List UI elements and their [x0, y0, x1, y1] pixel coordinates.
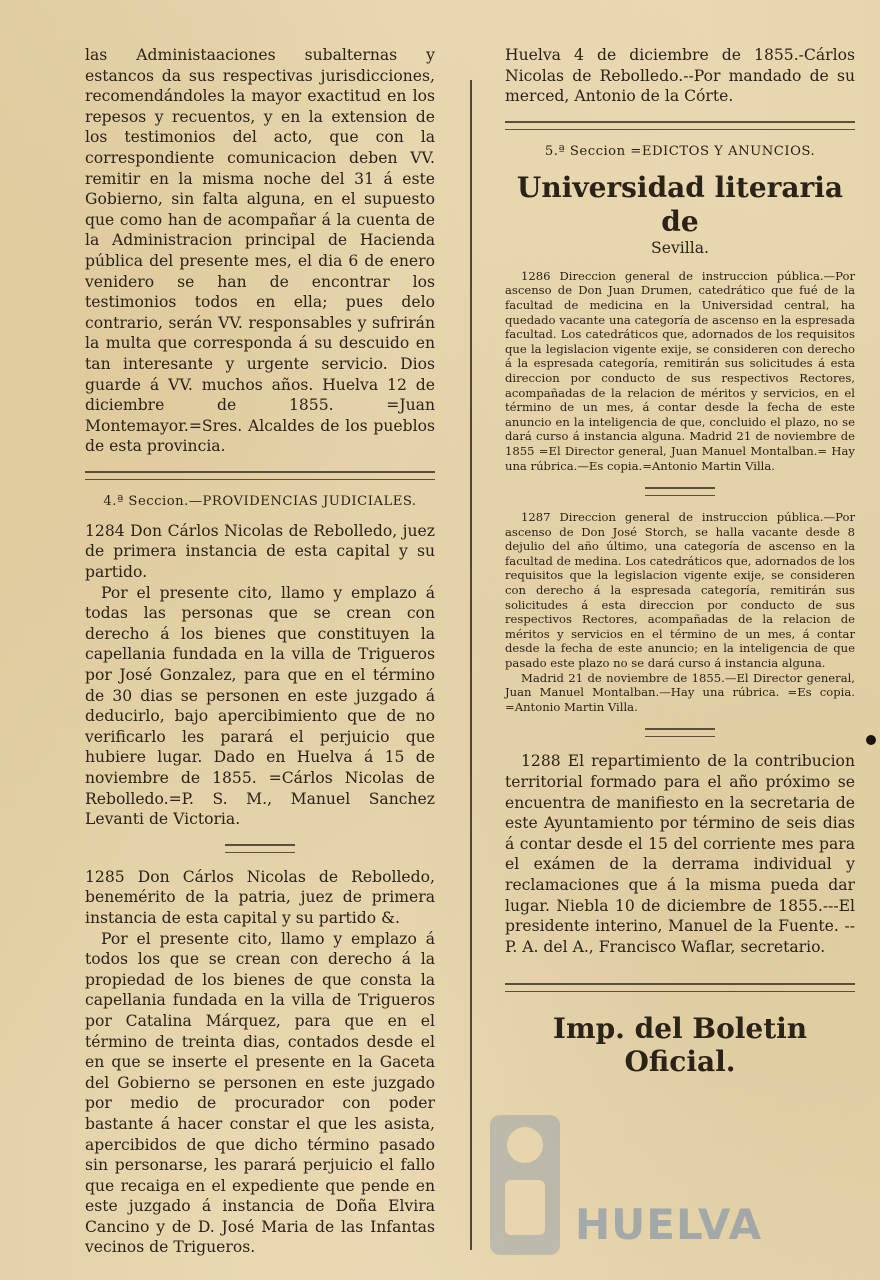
notice-1287-signature: Madrid 21 de noviembre de 1855.—El Director general, Juan Manuel Montalban.—Hay una rúbrica. =Es copia. =Antonio Martin Villa. [505, 670, 855, 714]
notice-1285-body: Por el presente cito, llamo y emplazo á todos los que se crean con derecho á la propiedad de los bienes de que consta la capellania fundada en la villa de Trigueros por Catalina Márquez, para que en el término de treinta dias, contados desde el en que se inserte el presente en la Gaceta del Gobierno se personen en este juzgado por medio de procurador con poder bastante á hacer constar el que les asista, apercibidos de que dicho término pasado sin personarse, les parará perjuicio el fallo que recaiga en el expediente que pende en este juzgado á instancia de Doña Elvira Cancino y de D. José Maria de las Infantas vecinos de Trigueros. [85, 929, 435, 1257]
imprint-line: Imp. del Boletin Oficial. [552, 1012, 808, 1079]
notice-1285-heading: 1285 Don Cárlos Nicolas de Rebolledo, benemérito de la patria, juez de primera instancia de esta capital y su partido &. [85, 867, 435, 927]
notice-1288: 1288 El repartimiento de la contribucion territorial formado para el año próximo se encuentra de manifiesto en la secretaria de este Ayuntamiento por término de seis dias á contar desde el 15 del corriente mes para el exámen de la derrama individual y reclamaciones que á la misma pueda dar lugar. Niebla 10 de diciembre de 1855.---El presidente interino, Manuel de la Fuente. --P. A. del A., Francisco Waflar, secretario. [505, 752, 855, 956]
ornament-short [645, 728, 715, 737]
university-subtitle: Sevilla. [651, 238, 709, 257]
watermark-text: HUELVA [575, 1200, 763, 1249]
notice-1284-body: Por el presente cito, llamo y emplazo á todas las personas que se crean con derecho á los bienes que constituyen la capellania fundada en la villa de Trigueros por José Gonzalez, para que en el término de 30 dias se personen en este juzgado á deducirlo, bajo apercibimiento que de no verificarlo les parará el perjuicio que hubiere lugar. Dado en Huelva á 15 de noviembre de 1855. =Cárlos Nicolas de Rebolledo.=P. S. M., Manuel Sanchez Levanti de Victoria. [85, 583, 435, 829]
ornament-short [645, 487, 715, 496]
ornament-rule [505, 983, 855, 992]
section-4-heading: 4.ª Seccion.—PROVIDENCIAS JUDICIALES. [103, 493, 417, 509]
ornament-short [225, 844, 295, 853]
right-top-block: Huelva 4 de diciembre de 1855.-Cárlos Nicolas de Rebolledo.--Por mandado de su merced, Antonio de la Córte. [505, 46, 855, 106]
ornament-rule [505, 121, 855, 130]
left-top-block: las Administaaciones subalternas y estancos da sus respectivas jurisdicciones, recomendándoles la mayor exactitud en los repesos y recuentos, y en la extension de los testimonios del acto, que con la correspondiente comunicacion deben VV. remitir en la misma noche del 31 á este Gobierno, sin falta alguna, en el supuesto que como han de acompañar á la cuenta de la Administracion principal de Hacienda pública del presente mes, el dia 6 de enero venidero se han de encontrar los testimonios todos en ella; pues delo contrario, serán VV. responsables y sufrirán la multa que corresponda á su descuido en tan interesante y urgente servicio. Dios guarde á VV. muchos años. Huelva 12 de diciembre de 1855. =Juan Montemayor.=Sres. Alcaldes de los pueblos de esta provincia. [85, 46, 435, 456]
ink-blot [866, 735, 876, 745]
ornament-rule [85, 471, 435, 480]
right-column [505, 45, 855, 1078]
university-title: Universidad literaria de [516, 170, 844, 238]
left-column [85, 45, 435, 1258]
column-divider [470, 80, 472, 1250]
notice-1286: 1286 Direccion general de instruccion pública.—Por ascenso de Don Juan Drumen, catedrático que fué de la facultad de medicina en la Universidad central, ha quedado vacante una categoría de ascenso en la espresada facultad. Los catedráticos que, adornados de los requisitos que la legislacion vigente exije, se consideren con derecho á la espresada categoría, remitirán sus solicitudes á esta direccion por conducto de sus respectivos Rectores, acompañadas de la relacion de méritos y servicios, en el término de un mes, á contar desde la fecha de este anuncio en la inteligencia de que, concluido el plazo, no se dará curso á instancia alguna. Madrid 21 de noviembre de 1855 =El Director general, Juan Manuel Montalban.= Hay una rúbrica.—Es copia.=Antonio Martin Villa. [505, 268, 855, 473]
notice-1284-heading: 1284 Don Cárlos Nicolas de Rebolledo, juez de primera instancia de esta capital y su partido. [85, 521, 435, 582]
section-5-heading: 5.ª Seccion =EDICTOS Y ANUNCIOS. [544, 143, 816, 159]
notice-1287: 1287 Direccion general de instruccion pública.—Por ascenso de Don José Storch, se halla vacante desde 8 dejulio del año último, una categoría de ascenso en la facultad de medina. Los catedráticos que, adornados de los requisitos que la legislacion vigente exije, se consideren con derecho á la espresada categoría, remitirán sus solicitudes á esta direccion por conducto de sus respectivos Rectores, acompañadas de la relacion de méritos y servicios en el término de un mes, á contar desde la fecha de este anuncio; en la inteligencia de que pasado este plazo no se dará curso á instancia alguna. [505, 510, 855, 671]
